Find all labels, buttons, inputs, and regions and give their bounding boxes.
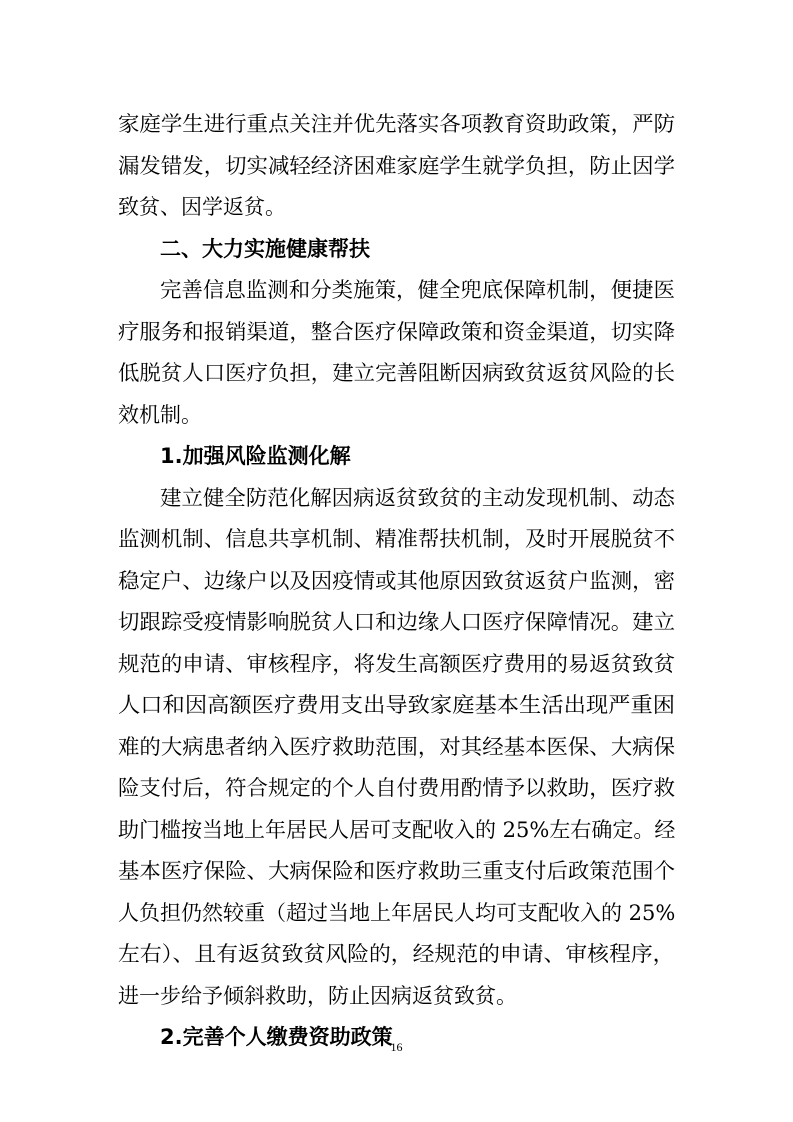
text-line bbox=[0, 146, 793, 186]
text-line bbox=[0, 851, 793, 891]
text-line bbox=[0, 312, 793, 352]
heading-text: 二、大力实施健康帮扶 bbox=[160, 236, 370, 261]
page-number: 16 bbox=[390, 1040, 403, 1054]
line-text: 险支付后，符合规定的个人自付费用酌情予以救助，医疗救 bbox=[118, 776, 675, 800]
text-line bbox=[0, 644, 793, 684]
line-text: 进一步给予倾斜救助，防止因病返贫致贫。 bbox=[118, 983, 517, 1008]
text-line bbox=[0, 727, 793, 767]
section-heading bbox=[0, 229, 793, 269]
subsection-heading bbox=[0, 436, 793, 476]
text-line bbox=[0, 519, 793, 559]
line-text: 助门槛按当地上年居民人居可支配收入的 25%左右确定。经 bbox=[118, 817, 676, 842]
line-text: 切跟踪受疫情影响脱贫人口和边缘人口医疗保障情况。建立 bbox=[118, 610, 675, 634]
line-text: 完善信息监测和分类施策，健全兜底保障机制，便捷医 bbox=[160, 278, 675, 302]
text-line bbox=[0, 810, 793, 850]
text-line bbox=[0, 395, 793, 435]
line-text: 疗服务和报销渠道，整合医疗保障政策和资金渠道，切实降 bbox=[118, 319, 675, 344]
text-line bbox=[0, 768, 793, 808]
line-text: 建立健全防范化解因病返贫致贫的主动发现机制、动态 bbox=[160, 485, 675, 510]
text-line bbox=[0, 893, 793, 933]
text-line bbox=[0, 478, 793, 518]
text-line bbox=[0, 270, 793, 310]
text-line bbox=[0, 976, 793, 1016]
line-text: 稳定户、边缘户以及因疫情或其他原因致贫返贫户监测，密 bbox=[118, 568, 675, 593]
line-text: 低脱贫人口医疗负担，建立完善阻断因病致贫返贫风险的长 bbox=[118, 361, 675, 385]
heading-text: 2.完善个人缴费资助政策 bbox=[160, 1025, 393, 1049]
line-text: 基本医疗保险、大病保险和医疗救助三重支付后政策范围个 bbox=[118, 859, 675, 883]
line-text: 家庭学生进行重点关注并优先落实各项教育资助政策，严防 bbox=[118, 112, 675, 136]
line-text: 监测机制、信息共享机制、精准帮扶机制，及时开展脱贫不 bbox=[118, 527, 675, 551]
line-text: 难的大病患者纳入医疗救助范围，对其经基本医保、大病保 bbox=[118, 734, 675, 759]
line-text: 人口和因高额医疗费用支出导致家庭基本生活出现严重困 bbox=[118, 693, 675, 717]
text-line bbox=[0, 104, 793, 144]
heading-text: 1.加强风险监测化解 bbox=[160, 444, 351, 468]
text-line bbox=[0, 561, 793, 601]
line-text: 左右）、且有返贫致贫风险的，经规范的申请、审核程序， bbox=[118, 942, 675, 966]
line-text: 规范的申请、审核程序，将发生高额医疗费用的易返贫致贫 bbox=[118, 651, 675, 676]
text-line bbox=[0, 685, 793, 725]
text-line bbox=[0, 353, 793, 393]
line-text: 致贫、因学返贫。 bbox=[118, 195, 286, 219]
line-text: 漏发错发，切实减轻经济困难家庭学生就学负担，防止因学 bbox=[118, 153, 675, 178]
text-line bbox=[0, 602, 793, 642]
text-line bbox=[0, 187, 793, 227]
line-text: 人负担仍然较重（超过当地上年居民人均可支配收入的 25% bbox=[118, 900, 676, 925]
text-line bbox=[0, 934, 793, 974]
line-text: 效机制。 bbox=[118, 402, 202, 427]
